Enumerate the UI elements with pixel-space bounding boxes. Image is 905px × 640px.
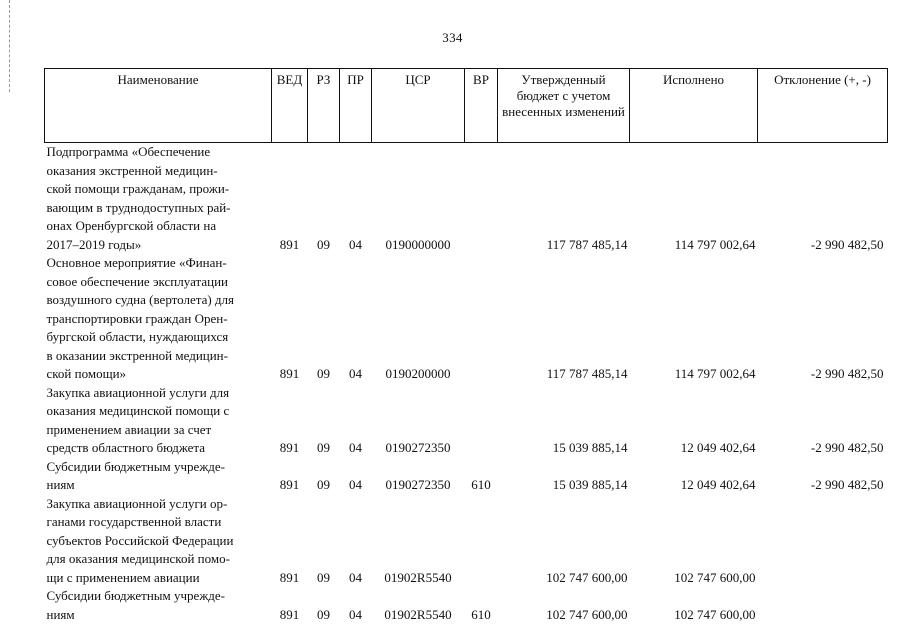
row-csr: 0190000000 [385,236,451,252]
row-rz: 09 [317,569,330,585]
header-vr: ВР [465,69,498,143]
row-name: Субсидии бюджетным учрежде- ниям [46,588,226,622]
row-pr: 04 [349,440,362,455]
row-executed: 114 797 002,64 [674,366,756,381]
row-rz: 09 [317,236,330,252]
row-deviation: -2 990 482,50 [810,236,884,252]
header-pr: ПР [340,69,372,143]
row-name: Закупка авиационной услуги ор- ганами государственной власти субъектов Российской Федерации для оказания медицинской помо- щи с применением авиации [46,495,234,585]
header-row [45,69,888,143]
row-ved: 891 [279,236,300,252]
row-vr [465,384,498,458]
budget-table [44,68,888,624]
margin-edge-line [9,0,10,92]
row-ved: 891 [279,440,300,455]
row-csr: 0190272350 [385,440,451,455]
row-deviation: -2 990 482,50 [810,366,884,381]
table-row [45,384,888,458]
header-rz: РЗ [308,69,340,143]
row-rz: 09 [317,440,330,455]
row-executed: 114 797 002,64 [674,236,756,252]
row-deviation: -2 990 482,50 [810,440,884,455]
row-approved: 117 787 485,14 [546,366,628,381]
header-deviation: Отклонение (+, -) [758,69,888,143]
row-csr: 0190272350 [385,477,451,492]
table-body [45,143,888,625]
row-approved: 117 787 485,14 [546,236,628,252]
row-vr: 610 [471,606,491,622]
row-pr: 04 [349,569,362,585]
table-row [45,254,888,384]
row-rz: 09 [317,477,330,492]
row-pr: 04 [349,606,362,622]
header-executed: Исполнено [630,69,758,143]
row-executed: 12 049 402,64 [680,477,756,492]
row-deviation: -2 990 482,50 [810,477,884,492]
row-pr: 04 [349,366,362,381]
row-csr: 01902R5540 [384,569,452,585]
row-vr [465,495,498,588]
budget-table-container [44,68,887,624]
row-ved: 891 [279,366,300,381]
row-ved: 891 [279,477,300,492]
row-executed: 102 747 600,00 [674,569,756,585]
row-csr: 01902R5540 [384,606,452,622]
row-name: Основное мероприятие «Финан- совое обеспечение эксплуатации воздушного судна (вертолета) для транспортировки граждан Орен- бургской области, нуждающихся в оказании экстренной медицин- ской помощи» [46,255,235,381]
table-row [45,458,888,495]
header-approved: Утвержденный бюджет с учетом внесенных изменений [498,69,630,143]
row-rz: 09 [317,606,330,622]
header-name: Наименование [45,69,272,143]
table-header [45,69,888,143]
header-csr: ЦСР [372,69,465,143]
row-approved: 15 039 885,14 [552,477,628,492]
row-deviation [758,587,888,624]
row-executed: 12 049 402,64 [680,440,756,455]
table-row [45,495,888,588]
row-approved: 102 747 600,00 [546,569,628,585]
table-row [45,587,888,624]
row-name: Подпрограмма «Обеспечение оказания экстренной медицин- ской помощи гражданам, прожи- вающим в труднодоступных рай- онах Оренбургской области на 2017–2019 годы» [46,144,231,252]
row-deviation [758,495,888,588]
row-pr: 04 [349,236,362,252]
row-vr [465,143,498,255]
row-name: Закупка авиационной услуги для оказания медицинской помощи с применением авиации за счет средств областного бюджета [46,384,230,455]
header-ved: ВЕД [272,69,308,143]
row-ved: 891 [279,569,300,585]
row-csr: 0190200000 [385,366,451,381]
page-number: 334 [442,30,463,45]
row-pr: 04 [349,477,362,492]
row-approved: 15 039 885,14 [552,440,628,455]
row-vr: 610 [471,477,491,492]
row-name: Субсидии бюджетным учрежде- ниям [46,458,226,492]
row-rz: 09 [317,366,330,381]
table-row [45,143,888,255]
row-vr [465,254,498,384]
row-approved: 102 747 600,00 [546,606,628,622]
row-ved: 891 [279,606,300,622]
row-executed: 102 747 600,00 [674,606,756,622]
